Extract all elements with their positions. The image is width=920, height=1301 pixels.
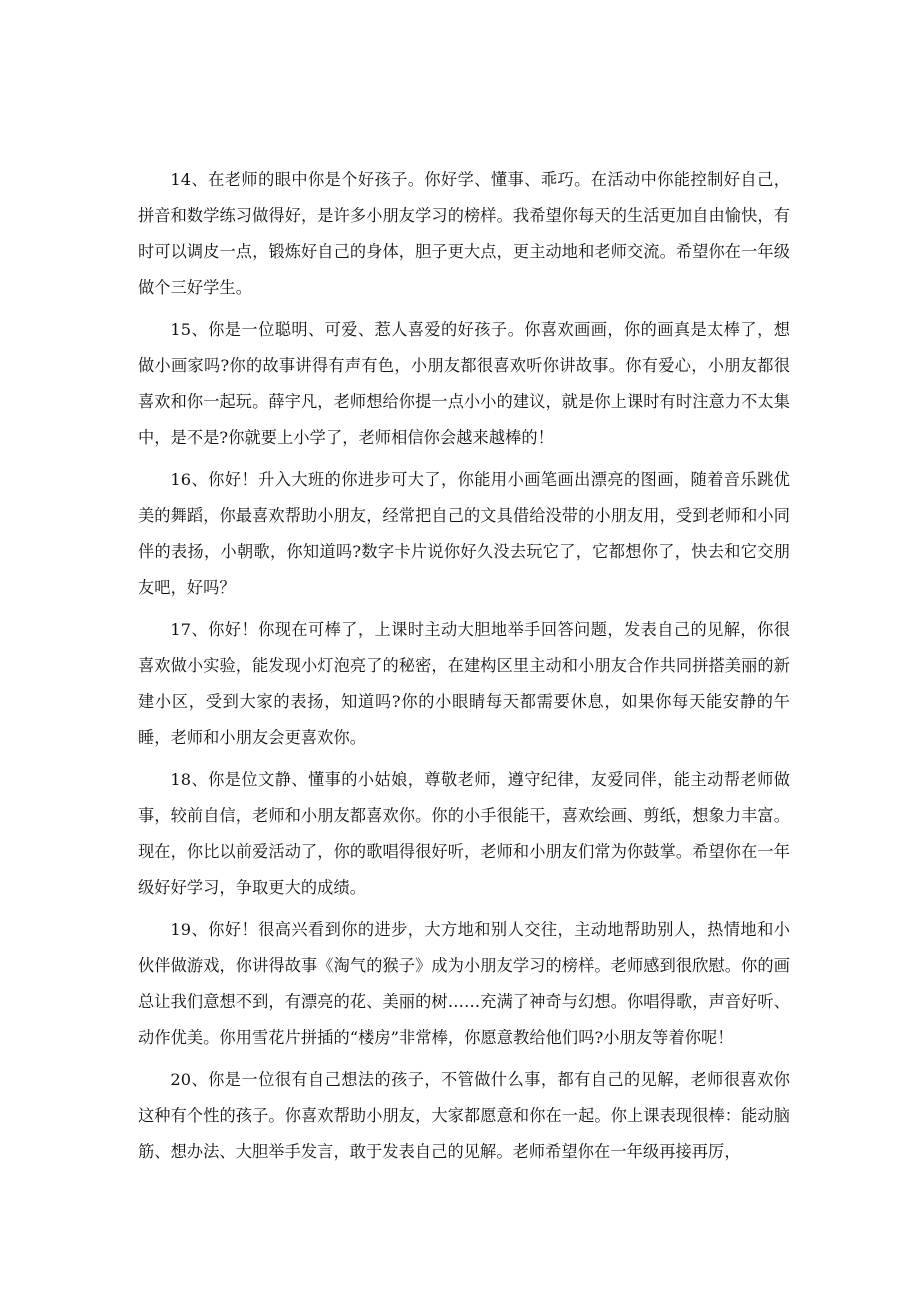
paragraph-19: 19、你好！很高兴看到你的进步，大方地和别人交往，主动地帮助别人，热情地和小伙伴做游戏，你讲得故事《淘气的猴子》成为小朋友学习的榜样。老师感到很欣慰。你的画总让我们意想不到，有漂亮的花、美丽的树……充满了神奇与幻想。你唱得歌，声音好听、动作优美。你用雪花片拼插的“楼房”非常棒，你愿意教给他们吗?小朋友等着你呢！: [138, 920, 790, 1047]
paragraph-16: 16、你好！升入大班的你进步可大了，你能用小画笔画出漂亮的图画，随着音乐跳优美的舞蹈，你最喜欢帮助小朋友，经常把自己的文具借给没带的小朋友用，受到老师和小同伴的表扬，小朝歌，你知道吗?数字卡片说你好久没去玩它了，它都想你了，快去和它交朋友吧，好吗？: [138, 470, 790, 597]
paragraph-18: 18、你是位文静、懂事的小姑娘，尊敬老师，遵守纪律，友爱同伴，能主动帮老师做事，较前自信，老师和小朋友都喜欢你。你的小手很能干，喜欢绘画、剪纸，想象力丰富。现在，你比以前爱活动了，你的歌唱得很好听，老师和小朋友们常为你鼓掌。希望你在一年级好好学习，争取更大的成绩。: [138, 770, 790, 897]
paragraph-17: 17、你好！你现在可棒了，上课时主动大胆地举手回答问题，发表自己的见解，你很喜欢做小实验，能发现小灯泡亮了的秘密，在建构区里主动和小朋友合作共同拼搭美丽的新建小区，受到大家的表扬，知道吗?你的小眼睛每天都需要休息，如果你每天能安静的午睡，老师和小朋友会更喜欢你。: [138, 620, 790, 747]
document-body: [138, 162, 790, 1176]
paragraph-15: 15、你是一位聪明、可爱、惹人喜爱的好孩子。你喜欢画画，你的画真是太棒了，想做小画家吗?你的故事讲得有声有色，小朋友都很喜欢听你讲故事。你有爱心，小朋友都很喜欢和你一起玩。薛宇凡，老师想给你提一点小小的建议，就是你上课时有时注意力不太集中，是不是?你就要上小学了，老师相信你会越来越棒的！: [138, 320, 790, 447]
paragraph-14: 14、在老师的眼中你是个好孩子。你好学、懂事、乖巧。在活动中你能控制好自己，拼音和数学练习做得好，是许多小朋友学习的榜样。我希望你每天的生活更加自由愉快，有时可以调皮一点，锻炼好自己的身体，胆子更大点，更主动地和老师交流。希望你在一年级做个三好学生。: [138, 170, 790, 297]
paragraph-20: 20、你是一位很有自己想法的孩子，不管做什么事，都有自己的见解，老师很喜欢你这种有个性的孩子。你喜欢帮助小朋友，大家都愿意和你在一起。你上课表现很棒：能动脑筋、想办法、大胆举手发言，敢于发表自己的见解。老师希望你在一年级再接再厉，: [138, 1070, 790, 1161]
